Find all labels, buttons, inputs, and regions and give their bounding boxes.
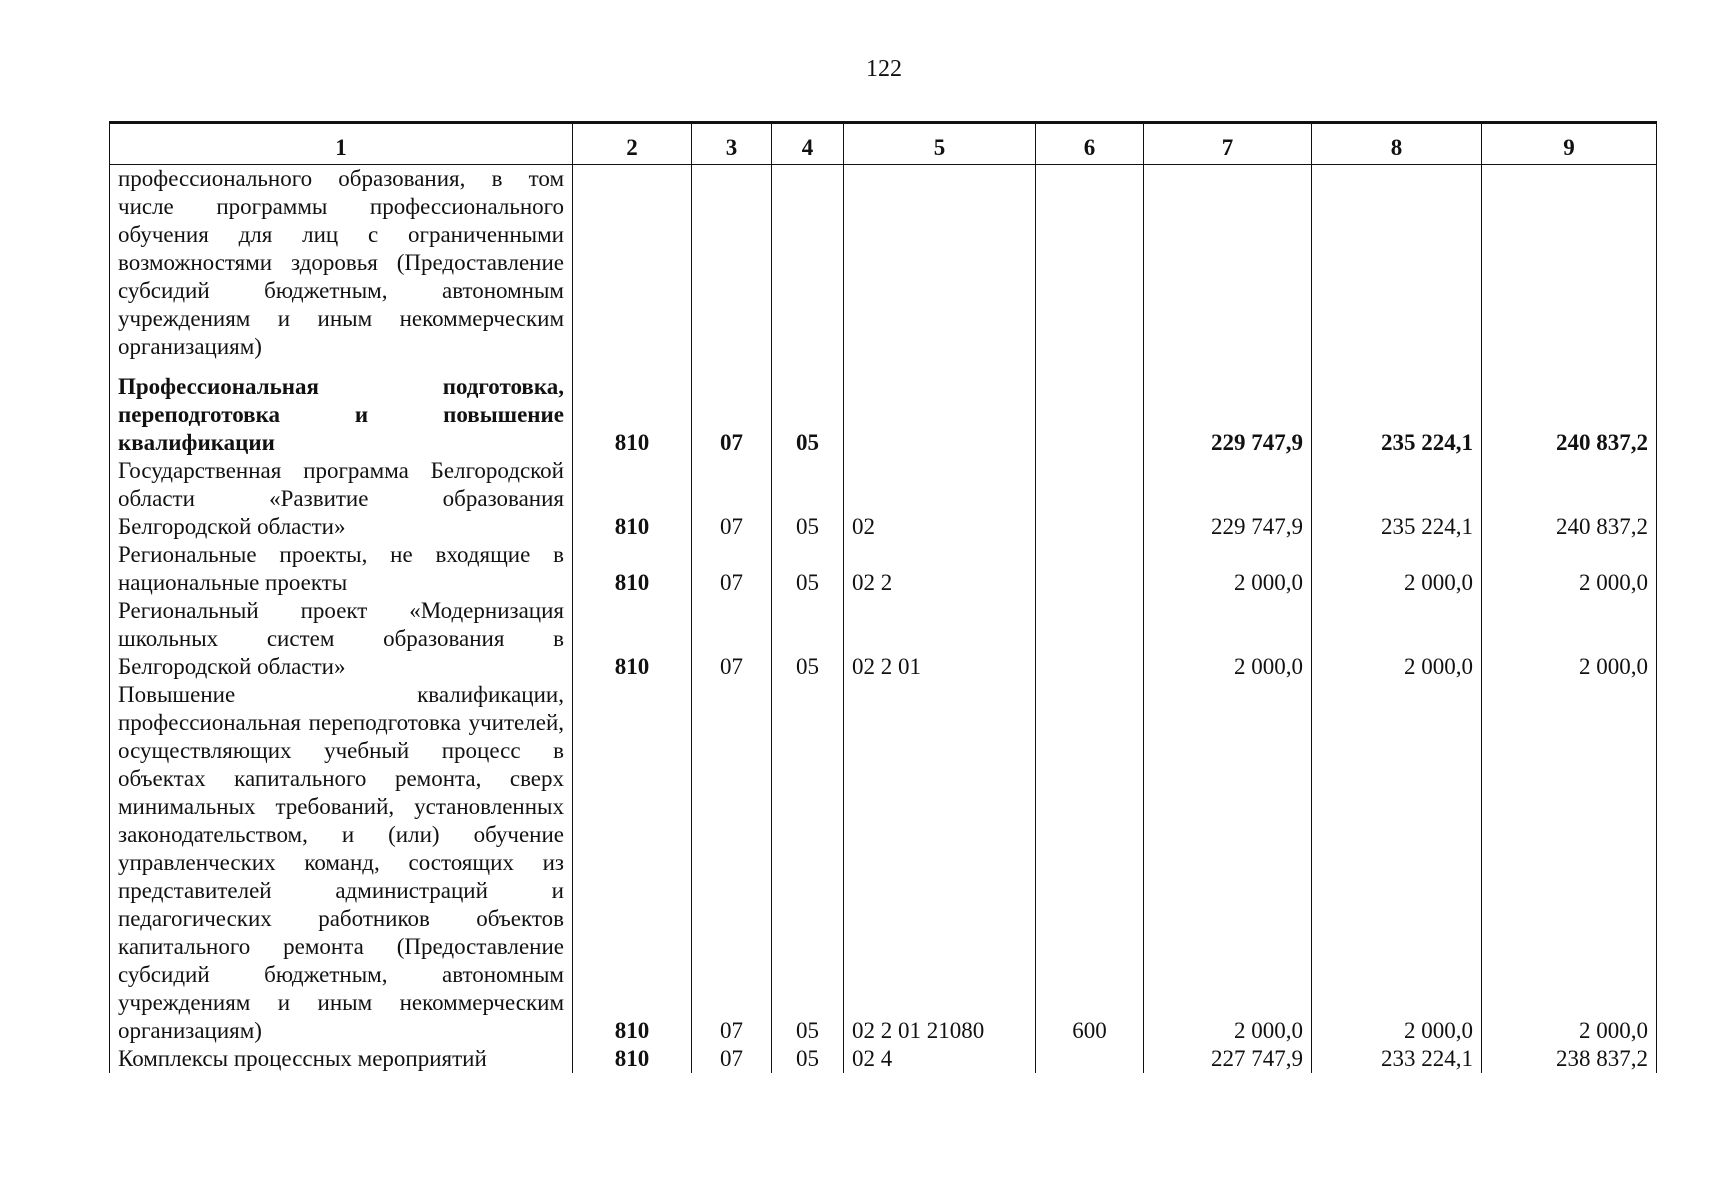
column-header: 2	[573, 123, 692, 165]
cell-c8: 2 000,0	[1312, 597, 1482, 681]
cell-c8	[1312, 165, 1482, 374]
column-header: 7	[1144, 123, 1312, 165]
budget-table	[109, 121, 1657, 1073]
cell-c3: 07	[692, 1045, 772, 1073]
column-header: 8	[1312, 123, 1482, 165]
cell-c7: 2 000,0	[1144, 541, 1312, 597]
cell-c5: 02	[844, 457, 1036, 541]
cell-c5: 02 2	[844, 541, 1036, 597]
cell-c6: 600	[1036, 681, 1144, 1045]
cell-c3: 07	[692, 541, 772, 597]
table-row	[110, 165, 1657, 374]
cell-c5: 02 4	[844, 1045, 1036, 1073]
column-header: 3	[692, 123, 772, 165]
cell-c3: 07	[692, 373, 772, 457]
cell-c5	[844, 373, 1036, 457]
cell-c9: 240 837,2	[1482, 457, 1657, 541]
cell-c6	[1036, 457, 1144, 541]
cell-c3	[692, 165, 772, 374]
cell-c6	[1036, 373, 1144, 457]
cell-c2: 810	[573, 681, 692, 1045]
cell-c7: 2 000,0	[1144, 681, 1312, 1045]
cell-c9: 238 837,2	[1482, 1045, 1657, 1073]
cell-c8: 233 224,1	[1312, 1045, 1482, 1073]
cell-c6	[1036, 1045, 1144, 1073]
cell-c2: 810	[573, 1045, 692, 1073]
row-name: Государственная программа Белгородской области «Развитие образования Белгородской области»	[110, 457, 573, 541]
cell-c7: 2 000,0	[1144, 597, 1312, 681]
row-name: Комплексы процессных мероприятий	[110, 1045, 573, 1073]
cell-c4: 05	[772, 457, 844, 541]
column-header: 9	[1482, 123, 1657, 165]
cell-c7: 229 747,9	[1144, 457, 1312, 541]
cell-c6	[1036, 597, 1144, 681]
row-name: Повышение квалификации, профессиональная переподготовка учителей, осуществляющих учебный процесс в объектах капитального ремонта, сверх минимальных требований, установленных законодательством, и (или) обучение управленческих команд, состоящих из представителей администраций и педагогических работников объектов капитального ремонта (Предоставление субсидий бюджетным, автономным учреждениям и иным некоммерческим организациям)	[110, 681, 573, 1045]
cell-c4: 05	[772, 541, 844, 597]
row-name: Региональные проекты, не входящие в национальные проекты	[110, 541, 573, 597]
cell-c2	[573, 165, 692, 374]
cell-c7: 229 747,9	[1144, 373, 1312, 457]
cell-c9: 2 000,0	[1482, 681, 1657, 1045]
cell-c8: 235 224,1	[1312, 373, 1482, 457]
column-header: 5	[844, 123, 1036, 165]
cell-c9: 240 837,2	[1482, 373, 1657, 457]
column-header: 1	[110, 123, 573, 165]
cell-c8: 2 000,0	[1312, 541, 1482, 597]
cell-c7: 227 747,9	[1144, 1045, 1312, 1073]
table-row	[110, 597, 1657, 681]
cell-c5	[844, 165, 1036, 374]
cell-c5: 02 2 01 21080	[844, 681, 1036, 1045]
row-name: Региональный проект «Модернизация школьных систем образования в Белгородской области»	[110, 597, 573, 681]
cell-c9: 2 000,0	[1482, 597, 1657, 681]
cell-c4: 05	[772, 373, 844, 457]
cell-c6	[1036, 541, 1144, 597]
cell-c2: 810	[573, 457, 692, 541]
cell-c4: 05	[772, 1045, 844, 1073]
cell-c5: 02 2 01	[844, 597, 1036, 681]
cell-c8: 2 000,0	[1312, 681, 1482, 1045]
header-row	[110, 123, 1657, 165]
page-number: 122	[866, 56, 902, 82]
cell-c3: 07	[692, 597, 772, 681]
cell-c2: 810	[573, 373, 692, 457]
table-row	[110, 1045, 1657, 1073]
cell-c6	[1036, 165, 1144, 374]
table-row	[110, 373, 1657, 457]
cell-c7	[1144, 165, 1312, 374]
cell-c8: 235 224,1	[1312, 457, 1482, 541]
cell-c2: 810	[573, 597, 692, 681]
cell-c4: 05	[772, 681, 844, 1045]
table-row	[110, 681, 1657, 1045]
column-header: 4	[772, 123, 844, 165]
cell-c9: 2 000,0	[1482, 541, 1657, 597]
row-name: профессионального образования, в том числе программы профессионального обучения для лиц с ограниченными возможностями здоровья (Предоставление субсидий бюджетным, автономным учреждениям и иным некоммерческим организациям)	[110, 165, 573, 374]
table-row	[110, 457, 1657, 541]
cell-c9	[1482, 165, 1657, 374]
column-header: 6	[1036, 123, 1144, 165]
cell-c3: 07	[692, 457, 772, 541]
cell-c4	[772, 165, 844, 374]
cell-c2: 810	[573, 541, 692, 597]
table-row	[110, 541, 1657, 597]
cell-c3: 07	[692, 681, 772, 1045]
row-name: Профессиональная подготовка, переподготовка и повышение квалификации	[110, 373, 573, 457]
cell-c4: 05	[772, 597, 844, 681]
